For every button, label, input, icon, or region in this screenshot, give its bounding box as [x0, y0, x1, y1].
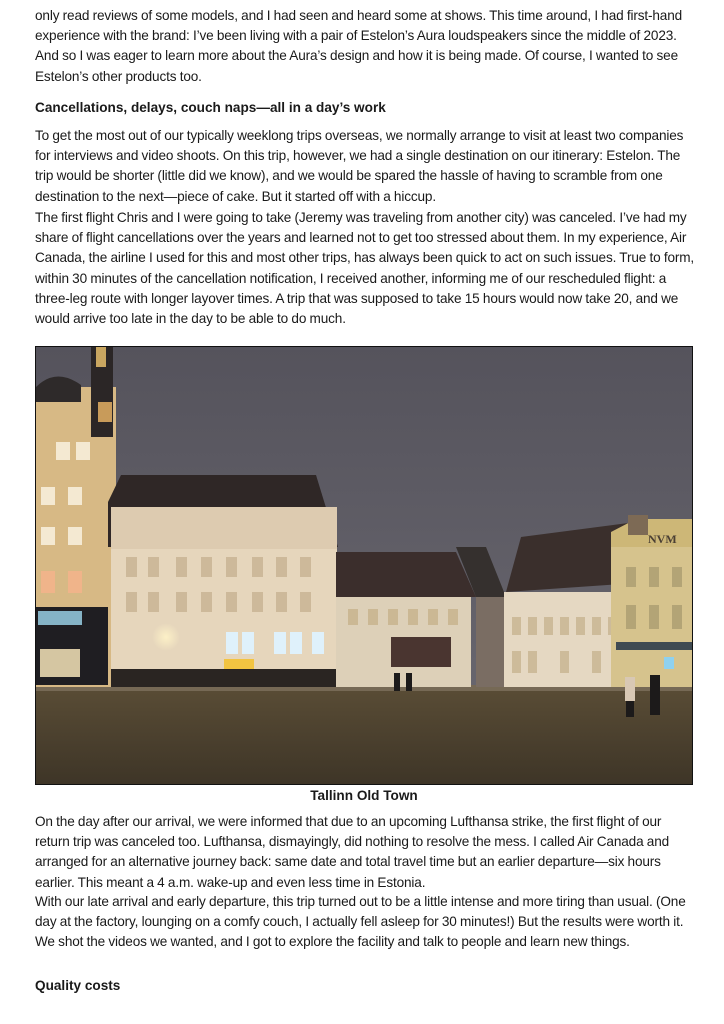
right-yellow-building	[611, 515, 692, 687]
large-cream-building	[108, 475, 338, 687]
building-lettering: NVM	[648, 532, 677, 546]
section-heading: Cancellations, delays, couch naps—all in a day’s work	[35, 100, 386, 115]
article-paragraph: On the day after our arrival, we were informed that due to an upcoming Lufthansa strike, the first flight of our return trip was canceled too. Lufthansa, dismayingly, did nothing to resolve the mess. I called Air Canada and arranged for an alternative journey back: same date and total travel time but an earlier departure—six hours earlier. This meant a 4 a.m. wake-up and even less time in Estonia.	[35, 814, 670, 890]
article-paragraph: The first flight Chris and I were going to take (Jeremy was traveling from another city) was canceled. I’ve had my share of flight cancellations over the years and learned not to get too stressed about them. In my experience, Air Canada, the airline I used for this and most other trips, has always been quick to act on such issues. True to form, within 30 minutes of the cancellation notification, I received another, informing me of our rescheduled flight: a three-leg route with longer layover times. A trip that was supposed to take 15 hours would now take 20, and we would arrive too late in the day to be able to do much.	[35, 210, 695, 327]
photo-illustration	[36, 347, 692, 784]
tallinn-old-town-photo	[35, 346, 693, 785]
article-paragraph: With our late arrival and early departure, this trip turned out to be a little intense and more tiring than usual. (One day at the factory, lounging on a comfy couch, I actually fell asleep for 30 minutes!) But the results were worth it. We shot the videos we wanted, and I got to explore the facility and talk to people and learn new things.	[35, 894, 686, 950]
middle-buildings	[336, 547, 506, 687]
article-paragraph: To get the most out of our typically weeklong trips overseas, we normally arrange to visit at least two companies for interviews and video shoots. On this trip, however, we had a single destination on our itinerary: Estelon. The trip would be shorter (little did we know), and we would be spared the hassle of having to scramble from one destination to the next—piece of cake. But it started off with a hiccup.	[35, 128, 684, 204]
article-paragraph: only read reviews of some models, and I had seen and heard some at shows. This time around, I had first-hand experience with the brand: I’ve been living with a pair of Estelon’s Aura loudspeakers since the middle of 2023. And so I was eager to learn more about the Aura’s design and how it is being made. Of course, I wanted to see Estelon’s other products too.	[35, 8, 683, 84]
cobblestone-square	[36, 685, 692, 784]
town-hall-building	[36, 347, 116, 687]
photo-caption: Tallinn Old Town	[310, 788, 418, 803]
section-heading: Quality costs	[35, 978, 121, 993]
